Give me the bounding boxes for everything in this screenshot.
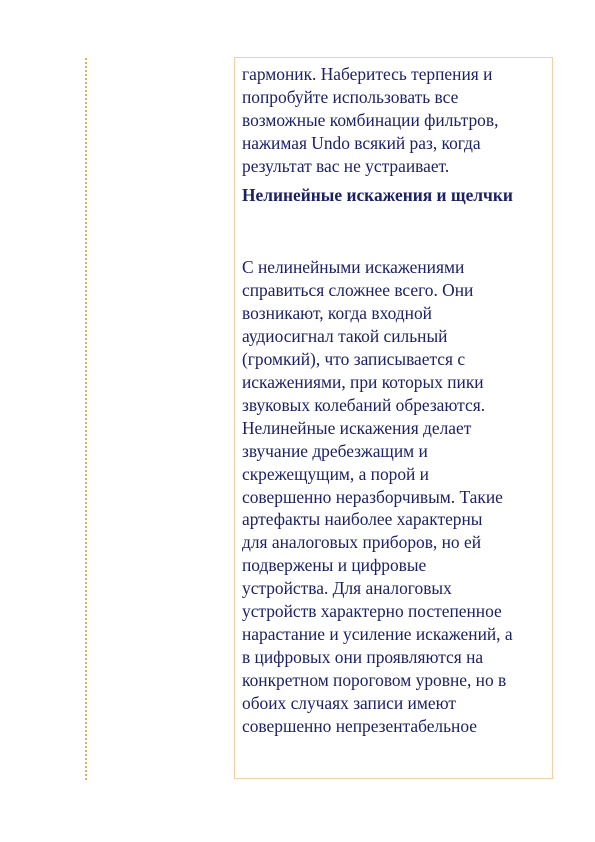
text-line: аудиосигнал такой сильный <box>242 326 448 347</box>
text-line: конкретном пороговом уровне, но в <box>242 669 507 690</box>
paragraph-top <box>242 63 546 178</box>
text-line: справиться сложнее всего. Они <box>242 280 474 301</box>
text-line: (громкий), что записывается с <box>242 349 466 370</box>
text-line: Нелинейные искажения делает <box>242 417 472 438</box>
text-line: нажимая Undo всякий раз, когда <box>242 132 481 153</box>
text-line: искажениями, при которых пики <box>242 371 484 392</box>
text-line: нарастание и усиление искажений, а <box>242 623 513 644</box>
text-line: попробуйте использовать все <box>242 86 459 107</box>
text-line: в цифровых они проявляются на <box>242 646 484 667</box>
text-line: устройств характерно постепенное <box>242 601 502 622</box>
section-heading: Нелинейные искажения и щелчки <box>242 184 513 205</box>
text-frame <box>234 57 553 779</box>
text-line: возникают, когда входной <box>242 303 432 324</box>
text-line: артефакты наиболее характерны <box>242 509 483 530</box>
blank-space <box>242 206 546 256</box>
text-line: результат вас не устраивает. <box>242 155 450 176</box>
text-line: обоих случаях записи имеют <box>242 692 456 713</box>
text-line: гармоник. Наберитесь терпения и <box>242 64 493 84</box>
text-line: для аналоговых приборов, но ей <box>242 532 482 553</box>
text-line: подвержены и цифровые <box>242 555 427 576</box>
text-line: звуковых колебаний обрезаются. <box>242 394 486 415</box>
text-line: устройства. Для аналоговых <box>242 578 452 599</box>
margin-guide-line <box>85 58 87 780</box>
text-line: совершенно неразборчивым. Такие <box>242 486 503 507</box>
text-line: совершенно непрезентабельное <box>242 715 477 736</box>
text-line: звучание дребезжащим и <box>242 440 428 461</box>
text-line: возможные комбинации фильтров, <box>242 109 499 130</box>
paragraph-main <box>242 256 546 737</box>
text-line: скрежещущим, а порой и <box>242 463 429 484</box>
text-line: С нелинейными искажениями <box>242 257 465 278</box>
